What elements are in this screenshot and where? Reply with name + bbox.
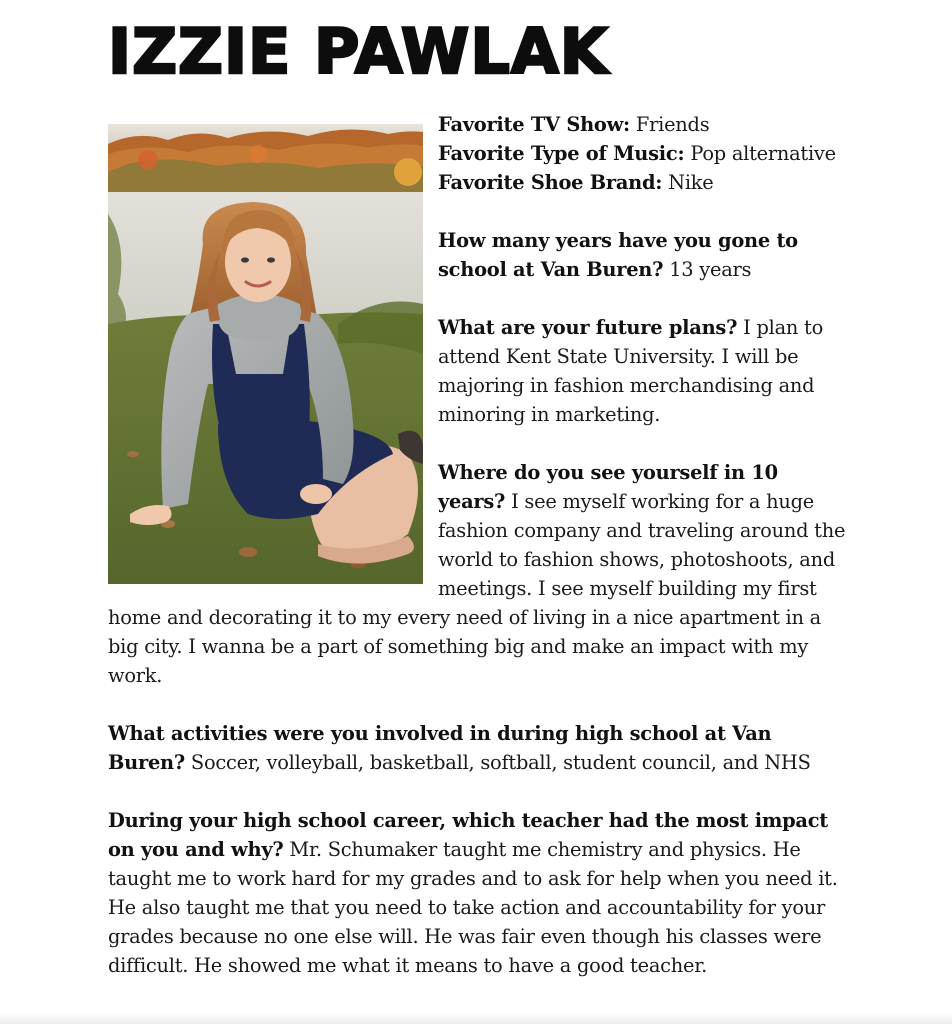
favorite-label: Favorite Shoe Brand:: [438, 171, 663, 194]
question: How many years have you gone to school at Van Buren?: [438, 229, 798, 281]
favorite-value: Pop alternative: [690, 142, 836, 165]
favorite-value: Nike: [668, 171, 714, 194]
favorite-tv-show: [438, 113, 709, 136]
question: What activities were you involved in during high school at Van Buren?: [108, 722, 772, 774]
favorite-music: [438, 142, 836, 165]
answer: Mr. Schumaker taught me chemistry and physics. He taught me to work hard for my grades and to ask for help when you need it. He also taught me that you need to take action and accountability for your grades because no one else will. He was fair even though his classes were difficult. He showed me what it means to have a good teacher.: [108, 838, 838, 977]
bio-text: [108, 110, 848, 980]
favorite-label: Favorite TV Show:: [438, 113, 630, 136]
qa-teacher-impact: [108, 806, 848, 980]
answer: I plan to attend Kent State University. I will be majoring in fashion merchandising and minoring in marketing.: [438, 316, 823, 426]
answer: I see myself working for a huge fashion company and traveling around the world to fashion shows, photoshoots, and meetings. I see myself building my first home and decorating it to my every need of living in a nice apartment in a big city. I wanna be a part of something big and make an impact with my work.: [108, 490, 846, 687]
question: What are your future plans?: [438, 316, 738, 339]
question: Where do you see yourself in 10 years?: [438, 461, 778, 513]
photo-wrap-spacer: [108, 110, 438, 586]
qa-activities: [108, 719, 848, 777]
answer: Soccer, volleyball, basketball, softball, student council, and NHS: [190, 751, 811, 774]
page-title: IZZIE PAWLAK: [108, 15, 609, 88]
question: During your high school career, which teacher had the most impact on you and why?: [108, 809, 828, 861]
page-bottom-edge: [0, 1014, 952, 1024]
favorite-shoe-brand: [438, 171, 714, 194]
answer: 13 years: [669, 258, 752, 281]
favorite-value: Friends: [635, 113, 710, 136]
favorite-label: Favorite Type of Music:: [438, 142, 685, 165]
